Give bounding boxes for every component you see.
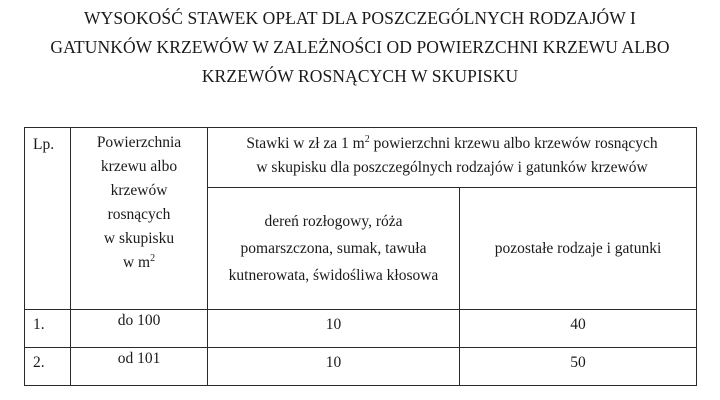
heading-line-1: WYSOKOŚĆ STAWEK OPŁAT DLA POSZCZEGÓLNYCH RODZAJÓW I [84, 8, 636, 28]
row-area: do 100 [71, 310, 208, 348]
header-area [71, 128, 208, 310]
row-rate-a: 10 [208, 310, 460, 348]
header-lp: Lp. [25, 128, 71, 310]
row-rate-a: 10 [208, 348, 460, 386]
row-lp: 1. [25, 310, 71, 348]
header-area-line: rosnących [107, 206, 171, 223]
row-lp: 2. [25, 348, 71, 386]
header-area-unit-text: w m [122, 254, 151, 271]
header-rates-line-1 [208, 132, 696, 156]
row-rate-b: 50 [460, 348, 697, 386]
row-rate-b: 40 [460, 310, 697, 348]
table-row [25, 348, 697, 386]
header-rates [208, 128, 697, 188]
header-rates-post: powierzchni krzewu albo krzewów rosnących [369, 135, 658, 152]
heading-line-2: GATUNKÓW KRZEWÓW W ZALEŻNOŚCI OD POWIERZCHNI KRZEWU ALBO [50, 37, 670, 57]
header-row-1 [25, 128, 697, 188]
header-rates-pre: Stawki w zł za 1 m [246, 135, 365, 152]
header-rates-line-2: w skupisku dla poszczególnych rodzajów i gatunków krzewów [256, 159, 648, 176]
header-area-line: krzewu albo [100, 158, 178, 175]
header-area-line: krzewów [110, 182, 168, 199]
subheader-a-line: pomarszczona, sumak, tawuła [240, 240, 427, 257]
subheader-a-line: dereń rozłogowy, róża [264, 213, 403, 230]
table-row [25, 310, 697, 348]
header-area-sup: 2 [150, 253, 156, 264]
rates-table [24, 127, 697, 386]
heading-line-3: KRZEWÓW ROSNĄCYCH W SKUPISKU [201, 66, 519, 86]
header-area-line: Powierzchnia [96, 134, 182, 151]
document-heading [0, 4, 720, 91]
header-area-line: w skupisku [103, 230, 175, 247]
header-area-unit [71, 251, 207, 275]
subheader-other-species: pozostałe rodzaje i gatunki [460, 188, 697, 310]
subheader-a-line: kutnerowata, świdośliwa kłosowa [228, 267, 439, 284]
subheader-selected-species [208, 188, 460, 310]
row-area: od 101 [71, 348, 208, 386]
header-rates-sup: 2 [364, 134, 370, 145]
